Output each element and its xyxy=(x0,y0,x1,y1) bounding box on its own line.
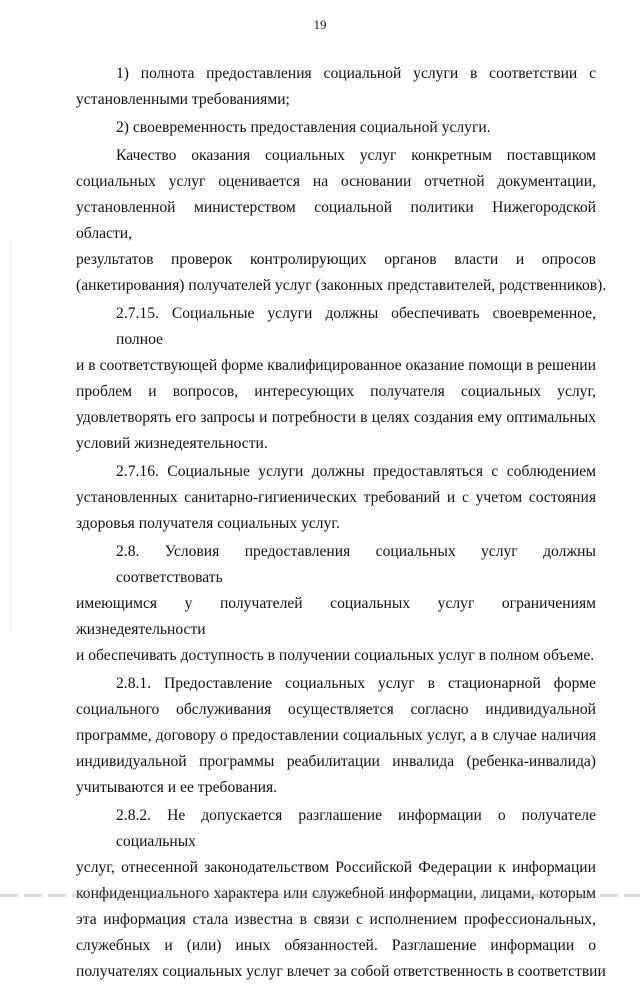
text-line: 2.7.15. Социальные услуги должны обеспечивать своевременное, полное xyxy=(116,305,596,348)
text-line: конфиденциального характера или служебной информации, лицами, которым xyxy=(76,885,596,902)
page-number: 19 xyxy=(313,17,327,32)
text-line: 2.8. Условия предоставления социальных услуг должны соответствовать xyxy=(116,543,596,586)
text-line: 2.8.1. Предоставление социальных услуг в стационарной форме xyxy=(116,675,596,692)
text-line: эта информация стала известна в связи с исполнением профессиональных, xyxy=(76,911,596,928)
paragraph xyxy=(76,115,596,141)
text-line: удовлетворять его запросы и потребности в целях создания ему оптимальных xyxy=(76,409,596,426)
text-line: условий жизнедеятельности. xyxy=(76,435,268,452)
text-line: услуг, отнесенной законодательством Российской Федерации к информации xyxy=(76,859,596,876)
paragraph xyxy=(76,539,596,669)
text-line: результатов проверок контролирующих органов власти и опросов xyxy=(76,251,596,268)
text-line: индивидуальной программы реабилитации инвалида (ребенка-инвалида) xyxy=(76,753,596,770)
text-line: здоровья получателя социальных услуг. xyxy=(76,515,340,532)
text-line: проблем и вопросов, интересующих получателя социальных услуг, xyxy=(76,383,596,400)
scan-edge-artifact xyxy=(10,235,11,635)
text-line: имеющимся у получателей социальных услуг ограничениям жизнедеятельности xyxy=(76,595,596,638)
scan-bottom-artifact xyxy=(0,894,640,897)
paragraph xyxy=(76,143,607,299)
text-line: 2) своевременность предоставления социальной услуги. xyxy=(116,119,491,136)
text-line: установленной министерством социальной политики Нижегородской области, xyxy=(76,199,596,242)
text-line: 1) полнота предоставления социальной услуги в соответствии с xyxy=(116,65,596,82)
text-line: учитываются и ее требования. xyxy=(76,779,278,796)
text-line: 2.7.16. Социальные услуги должны предоставляться с соблюдением xyxy=(116,463,596,480)
text-line: и в соответствующей форме квалифицированное оказание помощи в решении xyxy=(76,357,596,374)
text-line: (анкетирования) получателей услуг (законных представителей, родственников). xyxy=(76,277,607,294)
text-line: установленных санитарно-гигиенических требований и с учетом состояния xyxy=(76,489,596,506)
document-body xyxy=(76,61,607,987)
text-line: социального обслуживания осуществляется согласно индивидуальной xyxy=(76,701,596,718)
text-line: служебных и (или) иных обязанностей. Разглашение информации о xyxy=(76,937,596,954)
paragraph xyxy=(76,459,596,537)
text-line: социальных услуг оценивается на основании отчетной документации, xyxy=(76,173,596,190)
text-line: Качество оказания социальных услуг конкретным поставщиком xyxy=(116,147,596,164)
paragraph xyxy=(76,301,596,457)
paragraph xyxy=(76,61,596,113)
text-line: 2.8.2. Не допускается разглашение информации о получателе социальных xyxy=(116,807,596,850)
text-line: программе, договору о предоставлении социальных услуг, а в случае наличия xyxy=(76,727,596,744)
text-line: установленными требованиями; xyxy=(76,91,290,108)
text-line: и обеспечивать доступность в получении социальных услуг в полном объеме. xyxy=(76,647,595,664)
paragraph xyxy=(76,671,596,801)
text-line: получателях социальных услуг влечет за собой ответственность в соответствии xyxy=(76,963,606,980)
